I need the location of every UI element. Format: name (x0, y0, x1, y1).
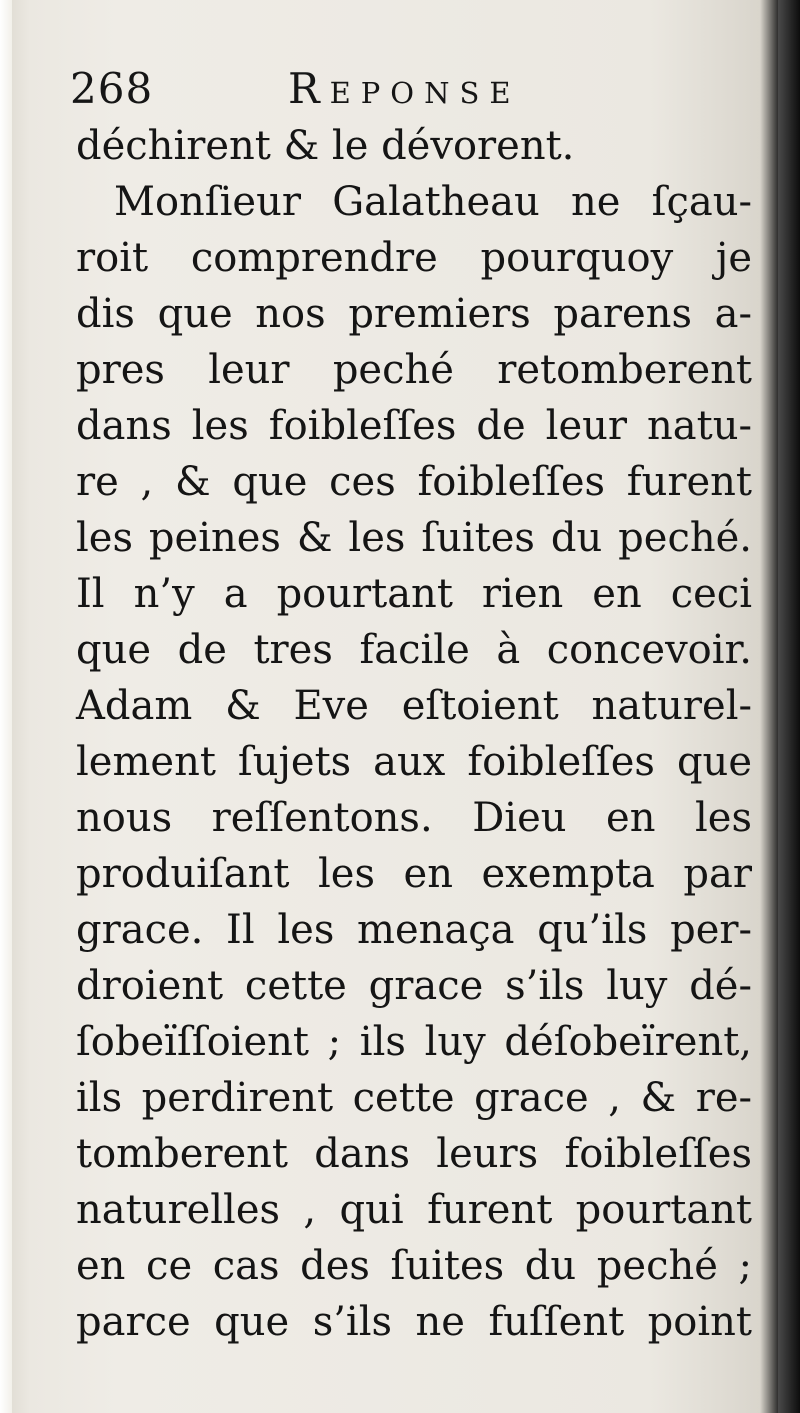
text-line: dis que nos premiers parens a- (76, 291, 752, 337)
text-line: tomberent dans leurs foibleſſes (76, 1131, 752, 1177)
page-shadow-edge (778, 0, 800, 1413)
text-line: ſobeïſſoient ; ils luy déſobeïrent, (76, 1019, 752, 1065)
text-line: parce que s’ils ne fuſſent point (76, 1299, 752, 1345)
text-line: grace. Il les menaça qu’ils per- (76, 907, 752, 953)
text-line: lement ſujets aux foibleſſes que (76, 739, 752, 785)
text-line: nous reſſentons. Dieu en les (76, 795, 752, 841)
text-line: Monſieur Galatheau ne ſçau- (114, 179, 752, 225)
text-line: droient cette grace s’ils luy dé- (76, 963, 752, 1009)
text-line: pres leur peché retomberent (76, 347, 752, 393)
text-line: les peines & les ſuites du peché. (76, 515, 752, 561)
text-line: déchirent & le dévorent. (76, 123, 575, 169)
text-line: ils perdirent cette grace , & re- (76, 1075, 752, 1121)
text-line: en ce cas des ſuites du peché ; (76, 1243, 752, 1289)
page-number: 268 (70, 64, 154, 113)
running-title: Reponse (288, 64, 521, 113)
page-gutter-edge (0, 0, 12, 1413)
text-line: roit comprendre pourquoy je (76, 235, 752, 281)
text-line: que de tres facile à concevoir. (76, 627, 752, 673)
page-header (70, 62, 750, 120)
body-text (76, 118, 752, 1350)
text-line: re , & que ces foibleſſes furent (76, 459, 752, 505)
text-line: naturelles , qui furent pourtant (76, 1187, 752, 1233)
text-line: dans les foibleſſes de leur natu- (76, 403, 752, 449)
text-line: Il n’y a pourtant rien en ceci (76, 571, 752, 617)
text-line: produiſant les en exempta par (76, 851, 752, 897)
text-line: Adam & Eve eſtoient naturel- (76, 683, 752, 729)
